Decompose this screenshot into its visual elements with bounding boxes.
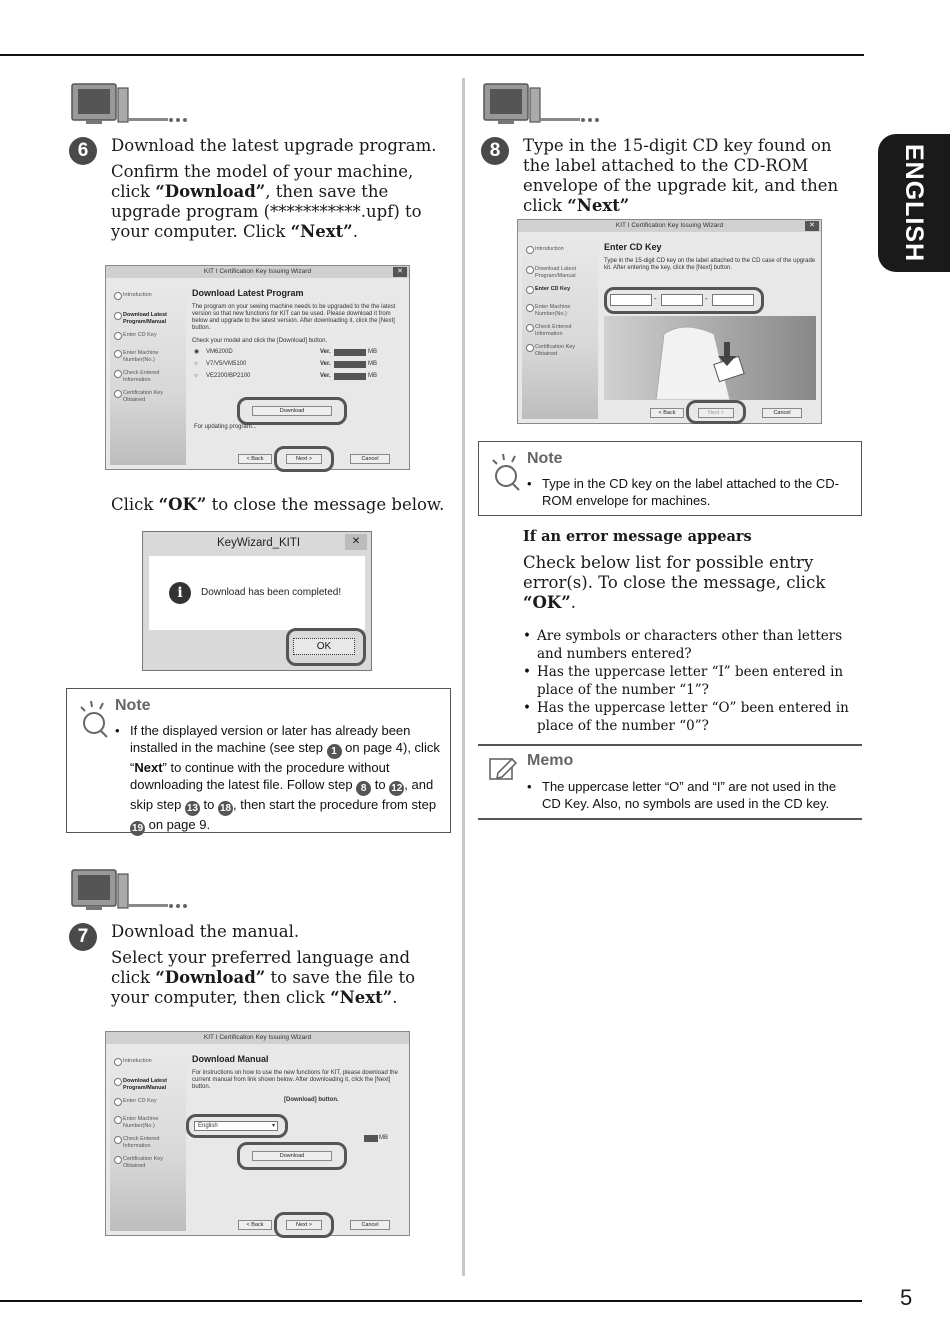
column-divider [462, 78, 465, 1276]
sidebar-item-check: Check Entered Information [114, 370, 184, 383]
note-2-title: Note [527, 450, 563, 467]
note-2-list [527, 475, 857, 509]
mb-label: MB [379, 1135, 388, 1141]
text: If the displayed version or later has already been installed in the machine (see step [130, 723, 411, 755]
text: ” to continue with the procedure without downloading the latest file. Follow step [130, 760, 390, 792]
panel-text: Type in the 15-digit CD key on the label attached to the CD case of the upgrade kit. After entering the key, click the [Next] button. [604, 258, 816, 271]
text-bold: Next [134, 760, 163, 775]
step-6-title: Download the latest upgrade program. [111, 136, 437, 155]
close-icon[interactable]: ✕ [393, 267, 407, 277]
step-7-badge: 7 [69, 923, 97, 951]
screenshot-enter-cd-key [517, 219, 822, 424]
model-name: VE2200/BP2100 [206, 373, 251, 379]
text: . [352, 222, 358, 241]
text: Click [111, 495, 159, 514]
error-list-item: • Has the uppercase letter “O” been entered in place of the number “0”? [523, 699, 863, 735]
sidebar-item-introduction: Introduction [114, 1058, 184, 1065]
step-ref: 19 [131, 823, 144, 834]
sidebar-item-enter-cd: Enter CD Key [114, 1098, 184, 1105]
text: Confirm the model of your machine, click [111, 162, 414, 201]
dialog-close-icon[interactable]: ✕ [345, 534, 367, 550]
error-list [523, 627, 863, 735]
mb-label: MB [368, 361, 377, 367]
radio-icon: ○ [194, 373, 198, 379]
memo-item: • The uppercase letter “O” and “I” are not used in the CD Key. Also, no symbols are used in the CD key. [527, 778, 857, 812]
top-rule [0, 54, 864, 56]
back-button[interactable]: < Back [238, 1220, 272, 1230]
computer-icon [482, 82, 602, 126]
lightbulb-icon [77, 699, 111, 739]
step-ref: 8 [356, 781, 371, 796]
screenshot-message-dialog [142, 531, 372, 671]
step-ref: 12 [391, 783, 403, 794]
sidebar-item-enter-machine: Enter Machine Number(No.) [114, 350, 184, 363]
panel-hint: Check your model and click the [Download] button. [192, 338, 328, 344]
text-bold: “OK” [523, 593, 571, 612]
wizard-titlebar [518, 220, 821, 232]
chevron-down-icon: ▾ [271, 1123, 275, 1129]
sidebar-item-download: Download Latest Program/Manual [114, 1078, 184, 1091]
sidebar-item-introduction: Introduction [114, 292, 184, 299]
next-button[interactable]: Next > [286, 1220, 322, 1230]
wizard-panel [192, 1054, 404, 1104]
download-button[interactable]: Download [252, 1151, 332, 1161]
cancel-button[interactable]: Cancel [350, 454, 390, 464]
text: to save the file to your computer, then click [111, 968, 416, 1007]
cd-envelope-illustration [604, 316, 816, 400]
text: , then save the upgrade program (***********.upf) to your computer. Click [111, 182, 422, 241]
sidebar-item-cert: Certification Key Obtained [114, 1156, 184, 1169]
model-row[interactable] [192, 373, 404, 385]
ver-label: Ver. [320, 349, 331, 355]
text: . [392, 988, 398, 1007]
model-row[interactable] [192, 361, 404, 373]
note-1-list [115, 722, 445, 836]
sidebar-item-download: Download Latest Program/Manual [526, 266, 596, 279]
lightbulb-icon [489, 452, 523, 492]
ver-label: Ver. [320, 361, 331, 367]
wizard-titlebar [106, 266, 409, 278]
text: Check below list for possible entry error(s). To close the message, click [523, 553, 826, 592]
sidebar-item-check: Check Entered Information [114, 1136, 184, 1149]
back-button[interactable]: < Back [238, 454, 272, 464]
text-bold: “Next” [330, 988, 393, 1007]
model-name: V7/V5/VM5100 [206, 361, 247, 367]
wizard-sidebar [110, 282, 186, 465]
back-button[interactable]: < Back [650, 408, 684, 418]
radio-icon: ○ [194, 361, 198, 367]
panel-text: The program on your sewing machine needs to be upgraded to the the latest version so that new functions for KIT can be used. Please download it from below and upgrade to the latest version. After downloading it, click the [Next] button. [192, 304, 396, 331]
computer-icon [70, 868, 190, 912]
error-list-item: • Has the uppercase letter “I” been entered in place of the number “1”? [523, 663, 863, 699]
memo-list [527, 778, 857, 812]
error-instructions [523, 553, 863, 613]
note-box-1 [66, 688, 451, 833]
wizard-titlebar [106, 1032, 409, 1044]
next-button[interactable]: Next > [698, 408, 734, 418]
radio-icon: ◉ [194, 349, 200, 355]
text: on page 9. [145, 817, 211, 832]
wizard-title: KIT I Certification Key Issuing Wizard [615, 222, 724, 229]
language-highlight [186, 1114, 288, 1138]
memo-bottom-rule [478, 818, 862, 820]
dialog-message: Download has been completed! [201, 587, 342, 598]
step-ref: 13 [186, 803, 198, 814]
sidebar-item-cert: Certification Key Obtained [526, 344, 596, 357]
panel-heading: Download Latest Program [192, 288, 304, 298]
note-2-item: • Type in the CD key on the label attached to the CD-ROM envelope for machines. [527, 475, 857, 509]
step-ref: 18 [219, 803, 232, 814]
panel-hint: [Download] button. [284, 1097, 339, 1103]
text: , then start the procedure from step [233, 797, 437, 812]
dash: - [654, 294, 657, 303]
sidebar-item-introduction: Introduction [526, 246, 596, 253]
wizard-panel [192, 288, 404, 385]
note-1-item [115, 722, 445, 836]
sidebar-item-cert: Certification Key Obtained [114, 390, 184, 403]
text: to [371, 777, 390, 792]
dialog-titlebar [143, 532, 371, 554]
ver-box [334, 361, 366, 368]
panel-heading: Download Manual [192, 1054, 269, 1064]
bottom-rule [0, 1300, 862, 1302]
cancel-button[interactable]: Cancel [762, 408, 802, 418]
step-6-instructions [111, 162, 451, 242]
wizard-sidebar [522, 236, 598, 419]
error-heading: If an error message appears [523, 528, 752, 545]
click-ok-text [111, 495, 451, 515]
dialog-body [149, 556, 365, 630]
screenshot-download-manual [105, 1031, 410, 1236]
sidebar-item-enter-cd: Enter CD Key [526, 286, 596, 293]
wizard-title: KIT I Certification Key Issuing Wizard [203, 268, 312, 275]
sidebar-item-download: Download Latest Program/Manual [114, 312, 184, 325]
sidebar-item-enter-machine: Enter Machine Number(No.) [526, 304, 596, 317]
model-name: VM6200D [206, 349, 233, 355]
updating-text: For updating program... [194, 424, 257, 430]
computer-icon [70, 82, 190, 126]
language-value: English [198, 1123, 218, 1129]
info-icon: i [169, 582, 191, 604]
model-row[interactable] [192, 349, 404, 361]
wizard-title: KIT I Certification Key Issuing Wizard [203, 1034, 312, 1041]
next-highlight [274, 1212, 334, 1238]
cancel-button[interactable]: Cancel [350, 1220, 390, 1230]
text: Select your preferred language and click [111, 948, 411, 987]
language-tab [878, 134, 950, 272]
language-tab-label: ENGLISH [900, 144, 928, 263]
text: , and skip step [130, 777, 434, 812]
wizard-panel [604, 242, 816, 272]
text: . [570, 593, 576, 612]
memo-title: Memo [527, 752, 574, 769]
download-highlight [237, 1142, 347, 1170]
mb-label: MB [368, 373, 377, 379]
step-ref: 1 [327, 744, 342, 759]
next-highlight [274, 446, 334, 472]
panel-text: For instructions on how to use the new functions for KIT, please download the current manual from link shown below. After downloading it, click the [Next] button. [192, 1070, 398, 1090]
note-box-2 [478, 441, 862, 516]
dialog-title: KeyWizard_KITI [217, 537, 301, 549]
text-bold: “Download” [155, 182, 266, 201]
ver-box [334, 373, 366, 380]
size-box [364, 1135, 378, 1142]
screenshot-download-latest-program [105, 265, 410, 470]
panel-heading: Enter CD Key [604, 242, 662, 252]
cd-key-highlight [604, 287, 764, 314]
download-button[interactable]: Download [252, 406, 332, 416]
ver-label: Ver. [320, 373, 331, 379]
text: Type in the 15-digit CD key found on the label attached to the CD-ROM envelope of the upgrade kit, and then click [523, 136, 839, 215]
next-button[interactable]: Next > [286, 454, 322, 464]
close-icon[interactable]: ✕ [805, 221, 819, 231]
memo-pencil-icon [488, 755, 518, 783]
mb-label: MB [368, 349, 377, 355]
text-bold: “OK” [158, 495, 207, 514]
wizard-sidebar [110, 1048, 186, 1231]
download-highlight [237, 397, 347, 425]
text-bold: “Next” [290, 222, 353, 241]
dash: - [705, 294, 708, 303]
error-list-item: • Are symbols or characters other than letters and numbers entered? [523, 627, 863, 663]
ok-highlight [286, 628, 366, 666]
step-7-title: Download the manual. [111, 922, 300, 941]
ver-box [334, 349, 366, 356]
sidebar-item-check: Check Entered Information [526, 324, 596, 337]
next-highlight [686, 400, 746, 424]
text-bold: “Download” [155, 968, 266, 987]
step-7-instructions [111, 948, 451, 1008]
step-8-instructions [523, 136, 863, 216]
memo-top-rule [478, 744, 862, 746]
text-bold: “Next” [567, 196, 630, 215]
text: to [199, 797, 218, 812]
text: to close the message below. [206, 495, 445, 514]
note-1-title: Note [115, 697, 151, 714]
page-number: 5 [900, 1285, 913, 1310]
step-6-badge: 6 [69, 137, 97, 165]
ok-button[interactable]: OK [293, 638, 355, 655]
step-8-badge: 8 [481, 137, 509, 165]
sidebar-item-enter-cd: Enter CD Key [114, 332, 184, 339]
sidebar-item-enter-machine: Enter Machine Number(No.) [114, 1116, 184, 1129]
text: on page 4), click “ [130, 740, 440, 775]
